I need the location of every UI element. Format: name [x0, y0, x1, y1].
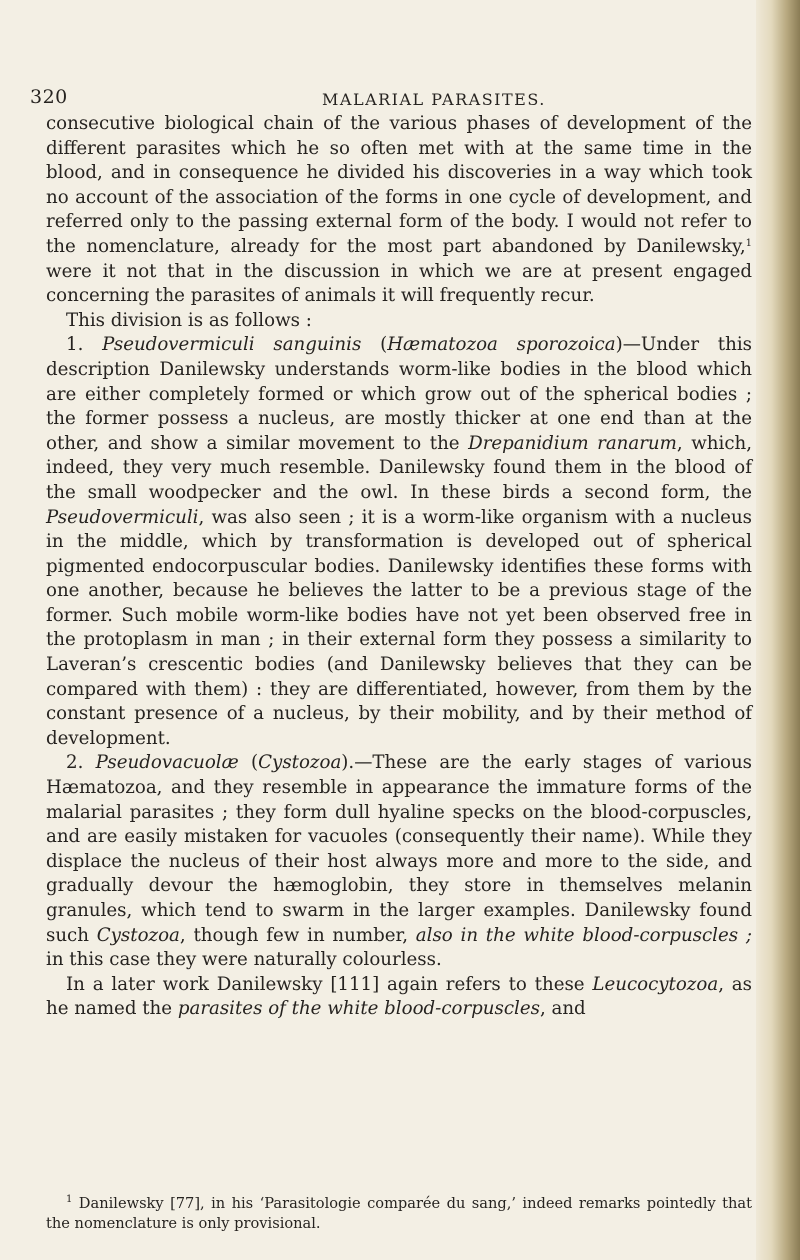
paragraph-2: This division is as follows : — [66, 309, 312, 331]
term-pseudovermiculi-sanguinis: Pseudovermiculi sanguinis — [102, 334, 362, 356]
phrase-parasites-white-corpuscles: parasites of the white blood-corpuscles — [177, 998, 540, 1020]
footnote-text: Danilewsky [77], in his ‘Parasitologie comparée du sang,’ indeed remarks pointedly that the nomenclature is only provisional. — [46, 1195, 752, 1232]
term-cystozoa-2: Cystozoa — [96, 924, 180, 946]
footnote-reference: 1 — [745, 237, 752, 249]
term-pseudovermiculi: Pseudovermiculi — [46, 506, 199, 528]
term-haematozoa-sporozoica: Hæmatozoa sporozoica — [387, 334, 616, 356]
paragraph-5: In a later work Danilewsky [111] again refers to these Leucocytozoa, as he named the parasites of the white blood-corpuscles, and — [46, 973, 752, 1020]
term-pseudovacuolae: Pseudovacuolæ — [95, 752, 239, 774]
term-cystozoa: Cystozoa — [258, 752, 342, 774]
footnote — [46, 1194, 752, 1234]
page-number: 320 — [30, 86, 68, 108]
running-head: MALARIAL PARASITES. — [322, 90, 546, 109]
term-drepanidium: Drepanidium ranarum — [468, 432, 677, 454]
phrase-white-blood-corpuscles: also in the white blood-corpuscles ; — [415, 924, 752, 946]
footnote-mark: 1 — [66, 1194, 73, 1205]
term-leucocytozoa: Leucocytozoa — [592, 973, 719, 995]
paragraph-3: 1. Pseudovermiculi sanguinis (Hæmatozoa sporozoica)—Under this description Danilewsky understands worm-like bodies in the blood which are either completely formed or which grow out of the spherical bodies ; the former possess a nucleus, are mostly thicker at one end than at the other, and show a similar movement to the Drepanidium ranarum, which, indeed, they very much resemble. Danilewsky found them in the blood of the small woodpecker and the owl. In these birds a second form, the Pseudovermiculi, was also seen ; it is a worm-like organism with a nucleus in the middle, which by transformation is developed out of spherical pigmented endocorpuscular bodies. Danilewsky identifies these forms with one another, because he believes the latter to be a previous stage of the former. Such mobile worm-like bodies have not yet been observed free in the protoplasm in man ; in their external form they possess a similarity to Laveran’s crescentic bodies (and Danilewsky believes that they can be compared with them) : they are differentiated, however, from them by the constant presence of a nucleus, by their mobility, and by their method of development. — [46, 334, 753, 749]
paragraph-1: consecutive biological chain of the various phases of development of the different parasites which he so often met with at the same time in the blood, and in consequence he divided his discoveries in a way which took no account of the association of the forms in one cycle of development, and referred only to the passing external form of the body. I would not refer to the nomenclature, already for the most part abandoned by Danilewsky,$^1$ were it not that in the discussion in which we are at present engaged concerning the parasites of animals it will frequently recur. — [46, 113, 752, 307]
body-text — [46, 112, 752, 1022]
paragraph-4: 2. Pseudovacuolæ (Cystozoa).—These are the early stages of various Hæmatozoa, and they resemble in appearance the immature forms of the malarial parasites ; they form dull hyaline specks on the blood-corpuscles, and are easily mistaken for vacuoles (consequently their name). While they displace the nucleus of their host always more and more to the side, and gradually devour the hæmoglobin, they store in themselves melanin granules, which tend to swarm in the larger examples. Danilewsky found such Cystozoa, though few in number, also in the white blood-corpuscles ; in this case they were naturally colourless. — [46, 752, 752, 971]
page-edge-shadow — [756, 0, 800, 1260]
